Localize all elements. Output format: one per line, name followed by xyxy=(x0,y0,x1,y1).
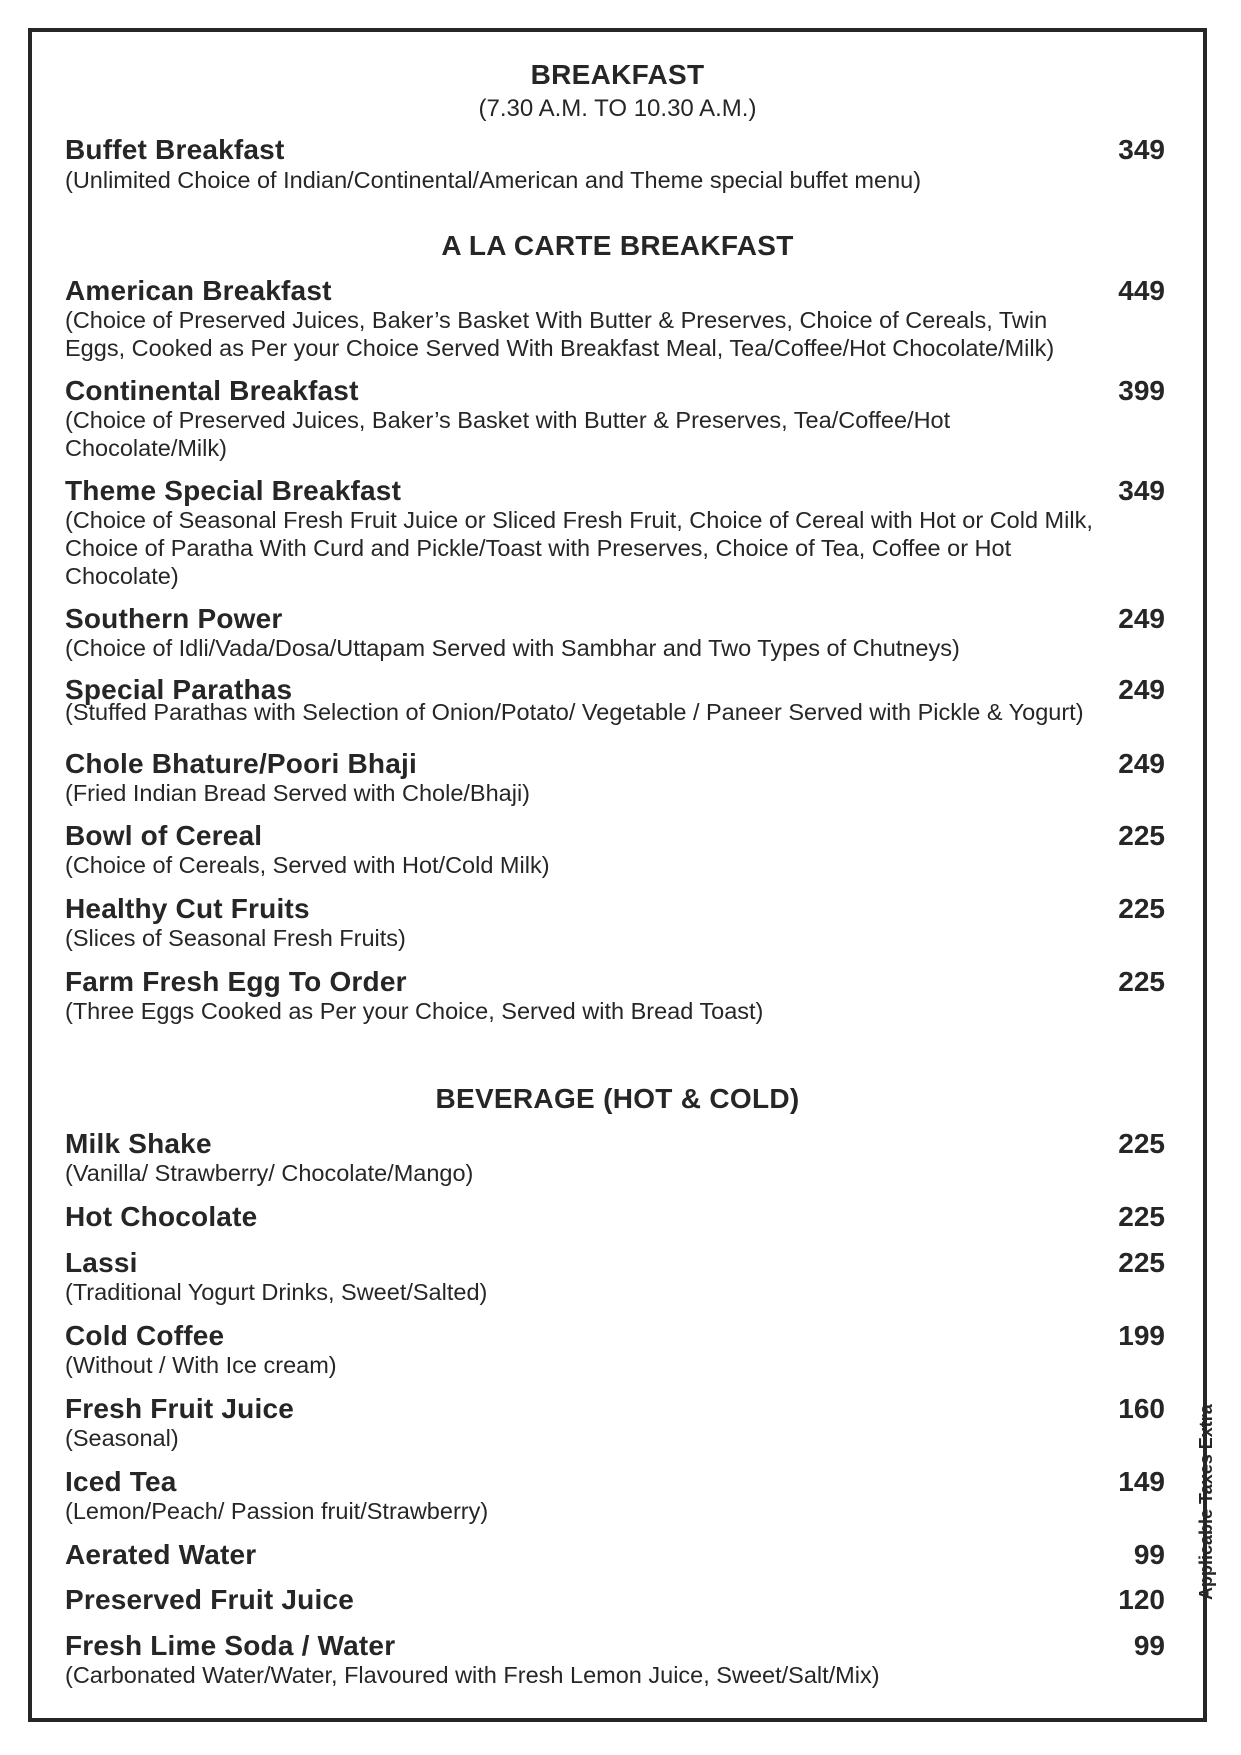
menu-item-description: (Stuffed Parathas with Selection of Onion/Potato/ Vegetable / Paneer Served with Pickle & Yogurt) xyxy=(65,699,1084,725)
menu-item-description: (Traditional Yogurt Drinks, Sweet/Salted) xyxy=(65,1279,488,1305)
menu-item-name: Bowl of Cereal xyxy=(65,820,263,851)
menu-item-name: Milk Shake xyxy=(65,1128,212,1159)
menu-item-name: Preserved Fruit Juice xyxy=(65,1584,354,1615)
menu-item-price: 349 xyxy=(1118,134,1165,165)
menu-item-price: 225 xyxy=(1118,1201,1165,1232)
menu-item-price: 249 xyxy=(1118,603,1165,634)
menu-item-name: American Breakfast xyxy=(65,275,332,306)
menu-item-description: (Choice of Idli/Vada/Dosa/Uttapam Served with Sambhar and Two Types of Chutneys) xyxy=(65,635,960,661)
menu-item-description: (Choice of Preserved Juices, Baker’s Basket With Butter & Preserves, Choice of Cereals, Twin xyxy=(65,307,1048,333)
menu-item-description: Choice of Paratha With Curd and Pickle/Toast with Preserves, Choice of Tea, Coffee or Hot xyxy=(65,535,1012,561)
menu-item-name: Lassi xyxy=(65,1247,138,1278)
menu-item-price: 120 xyxy=(1118,1584,1165,1615)
menu-item-name: Southern Power xyxy=(65,603,283,634)
menu-item-description: (Without / With Ice cream) xyxy=(65,1352,337,1378)
menu-item-description: (Vanilla/ Strawberry/ Chocolate/Mango) xyxy=(65,1160,474,1186)
menu-item-name: Farm Fresh Egg To Order xyxy=(65,966,407,997)
menu-item-description: (Fried Indian Bread Served with Chole/Bhaji) xyxy=(65,780,531,806)
menu-item-name: Theme Special Breakfast xyxy=(65,475,402,506)
menu-item-description: (Lemon/Peach/ Passion fruit/Strawberry) xyxy=(65,1498,489,1524)
menu-item-price: 249 xyxy=(1118,748,1165,779)
menu-item-description: (Choice of Cereals, Served with Hot/Cold Milk) xyxy=(65,852,550,878)
menu-item-description: (Carbonated Water/Water, Flavoured with Fresh Lemon Juice, Sweet/Salt/Mix) xyxy=(65,1662,880,1688)
menu-item-price: 449 xyxy=(1118,275,1165,306)
menu-item-description: Chocolate) xyxy=(65,563,179,589)
menu-item-price: 99 xyxy=(1133,1630,1165,1661)
menu-item-description: (Choice of Seasonal Fresh Fruit Juice or Sliced Fresh Fruit, Choice of Cereal with Hot or Cold Milk, xyxy=(65,507,1093,533)
menu-item-description: Eggs, Cooked as Per your Choice Served With Breakfast Meal, Tea/Coffee/Hot Chocolate/Milk) xyxy=(65,335,1055,361)
menu-item-price: 225 xyxy=(1118,893,1165,924)
taxes-note: Applicable Taxes Extra xyxy=(1196,1404,1216,1600)
section-title-a-la-carte: A LA CARTE BREAKFAST xyxy=(441,230,794,261)
menu-item-price: 149 xyxy=(1118,1466,1165,1497)
menu-item-price: 99 xyxy=(1133,1539,1165,1570)
menu-item-price: 349 xyxy=(1118,475,1165,506)
menu-item-name: Hot Chocolate xyxy=(65,1201,258,1232)
breakfast-hours: (7.30 A.M. TO 10.30 A.M.) xyxy=(478,95,757,122)
menu-item-price: 199 xyxy=(1118,1320,1165,1351)
menu-item-name: Aerated Water xyxy=(65,1539,257,1570)
menu-item-price: 225 xyxy=(1118,1247,1165,1278)
menu-item-description: (Slices of Seasonal Fresh Fruits) xyxy=(65,925,406,951)
menu-item-description: (Seasonal) xyxy=(65,1425,179,1451)
menu-item-price: 249 xyxy=(1118,674,1165,705)
menu-item-description: Chocolate/Milk) xyxy=(65,435,227,461)
menu-item-description: (Choice of Preserved Juices, Baker’s Basket with Butter & Preserves, Tea/Coffee/Hot xyxy=(65,407,951,433)
menu-item-price: 160 xyxy=(1118,1393,1165,1424)
menu-item-name: Healthy Cut Fruits xyxy=(65,893,310,924)
menu-item-price: 399 xyxy=(1118,375,1165,406)
menu-item-name: Special Parathas xyxy=(65,674,293,705)
menu-item-price: 225 xyxy=(1118,820,1165,851)
menu-item-name: Fresh Fruit Juice xyxy=(65,1393,295,1424)
menu-item-description: (Unlimited Choice of Indian/Continental/American and Theme special buffet menu) xyxy=(65,167,922,193)
menu-item-name: Continental Breakfast xyxy=(65,375,359,406)
section-title-breakfast: BREAKFAST xyxy=(530,59,705,90)
menu-item-price: 225 xyxy=(1118,1128,1165,1159)
menu-item-name: Chole Bhature/Poori Bhaji xyxy=(65,748,417,779)
menu-item-name: Cold Coffee xyxy=(65,1320,225,1351)
menu-item-name: Fresh Lime Soda / Water xyxy=(65,1630,396,1661)
menu-item-name: Iced Tea xyxy=(65,1466,177,1497)
menu-item-description: (Three Eggs Cooked as Per your Choice, Served with Bread Toast) xyxy=(65,998,764,1024)
menu-item-name: Buffet Breakfast xyxy=(65,134,285,165)
section-title-beverage: BEVERAGE (HOT & COLD) xyxy=(435,1083,800,1114)
menu-item-price: 225 xyxy=(1118,966,1165,997)
